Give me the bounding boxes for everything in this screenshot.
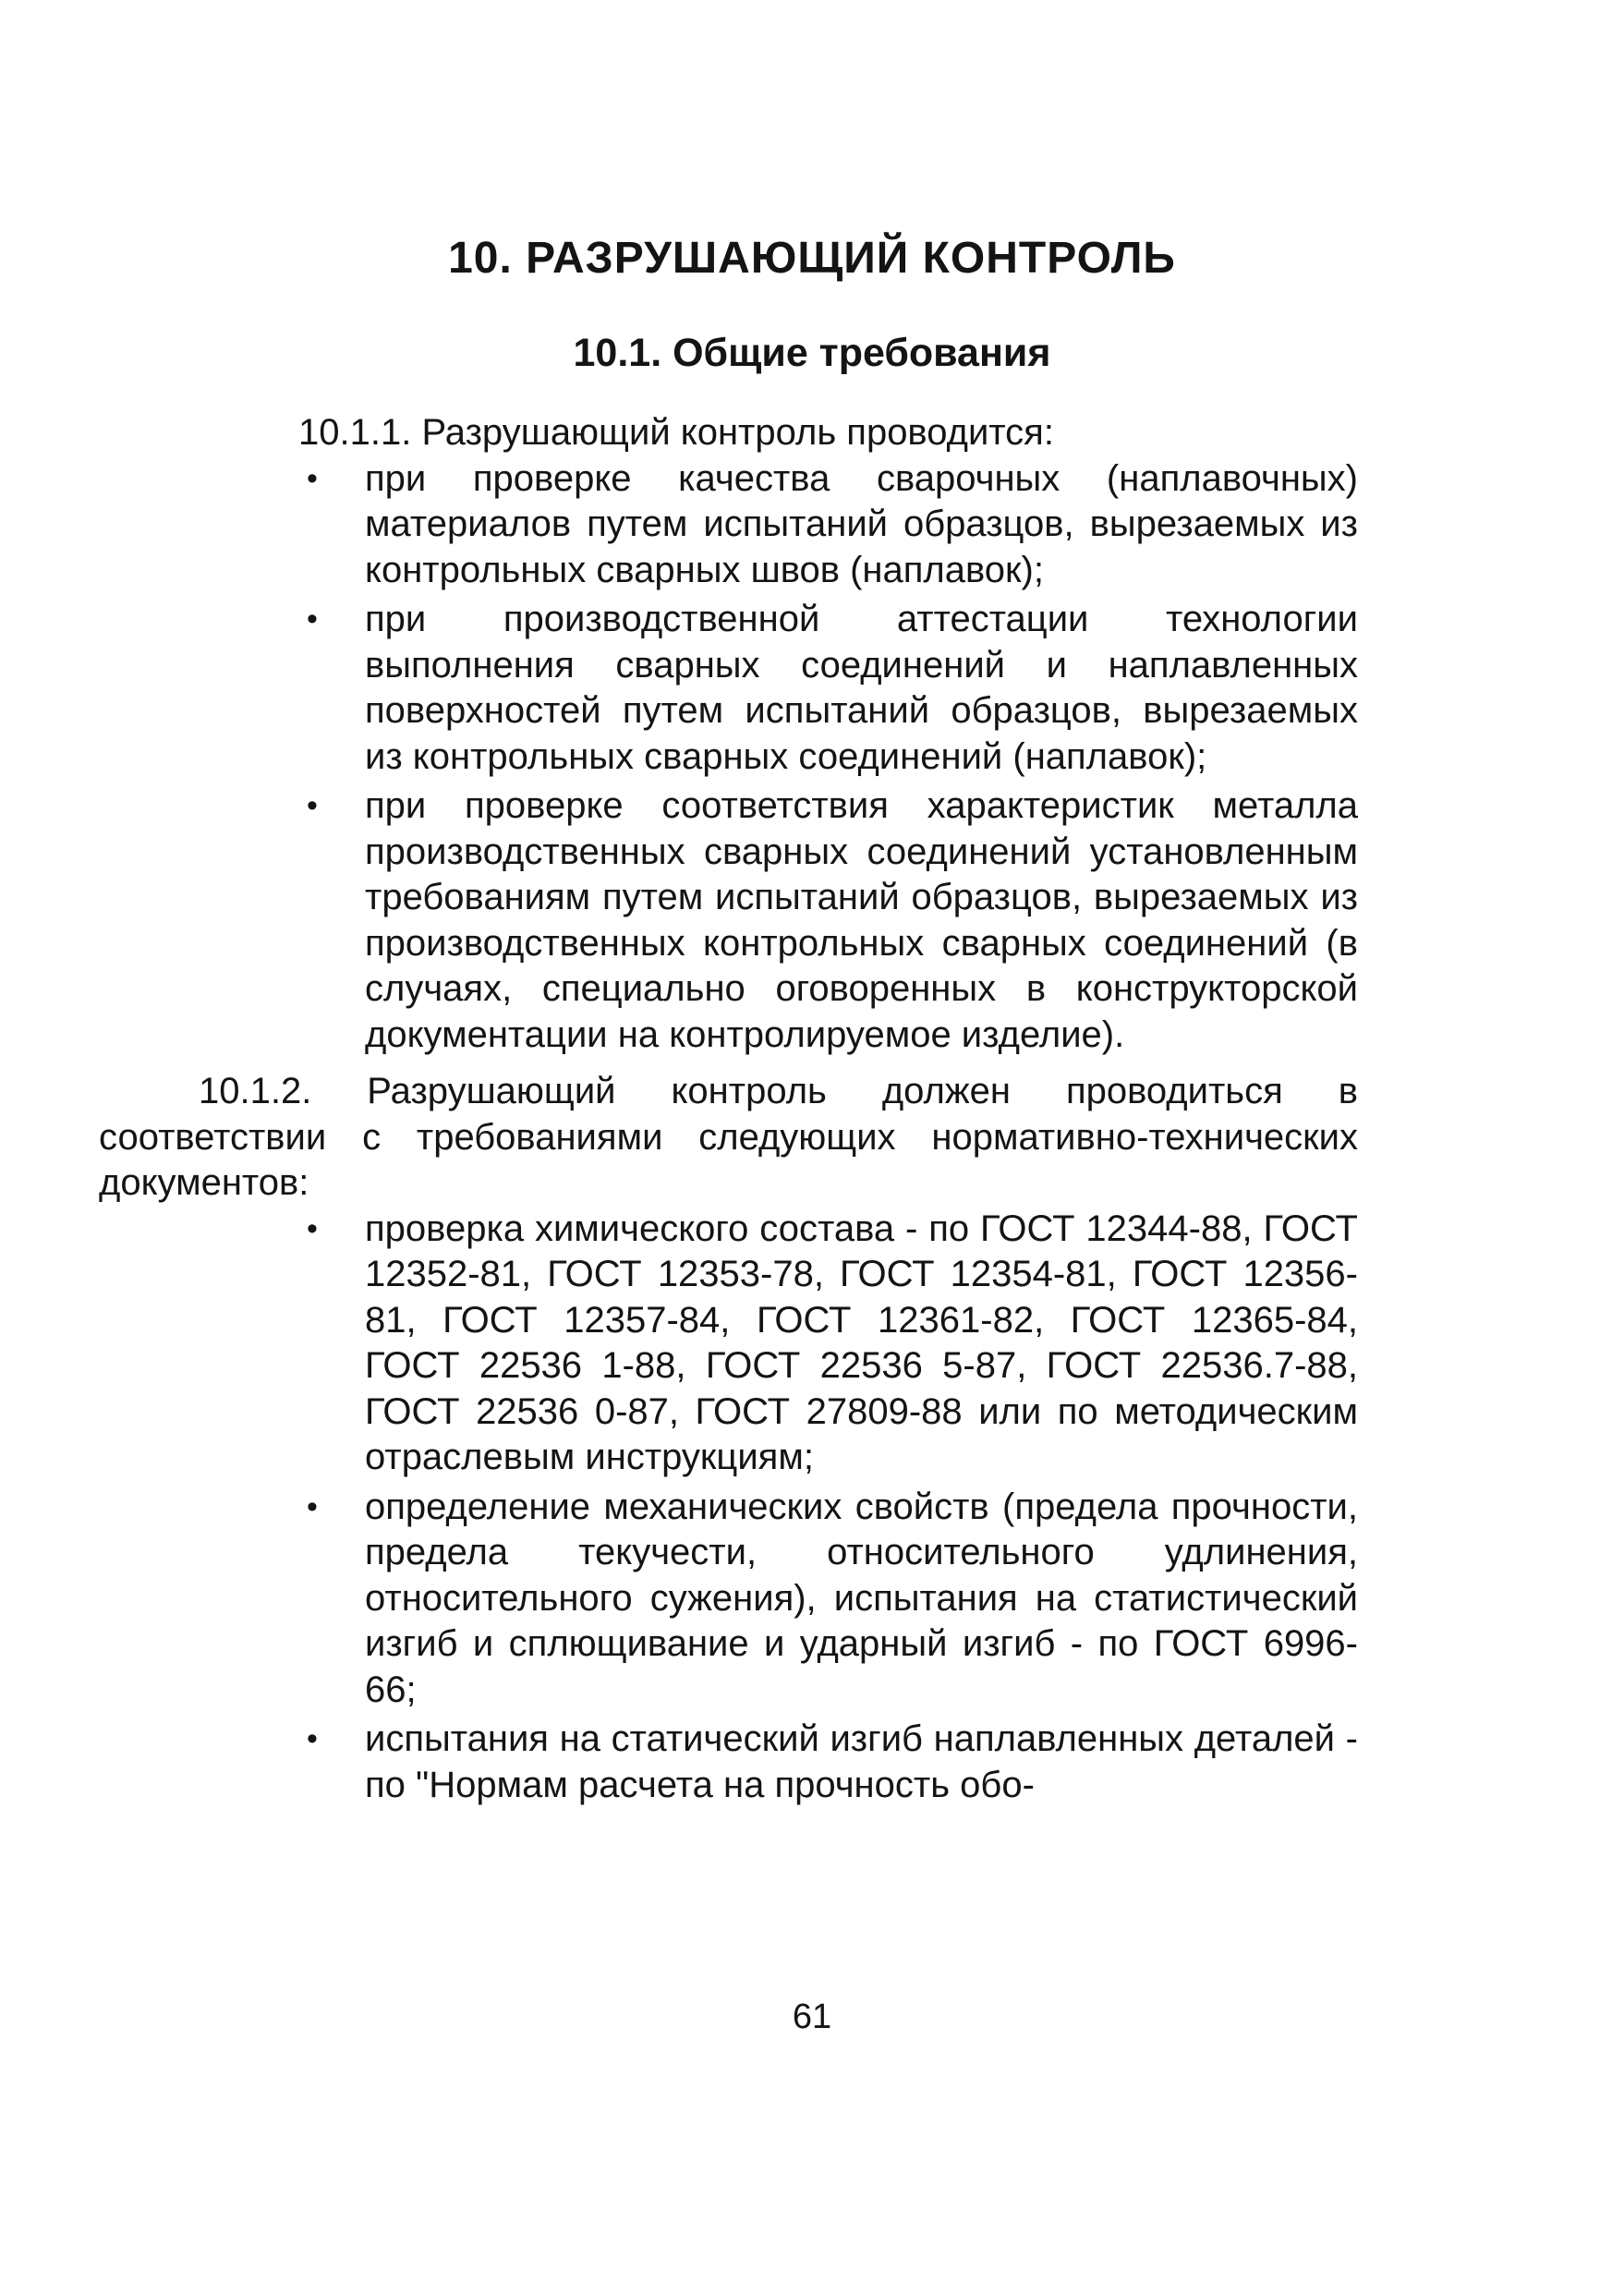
bullet-icon: • [307, 460, 318, 496]
list-10-1-2 [199, 1207, 1358, 1809]
bullet-icon: • [307, 1210, 318, 1246]
paragraph-10-1-1: 10.1.1. Разрушающий контроль проводится: [298, 412, 1054, 453]
list-item [199, 1717, 1358, 1808]
list-item [199, 456, 1358, 594]
list-10-1-1 [199, 456, 1358, 1059]
list-item [199, 597, 1358, 780]
list-item [199, 783, 1358, 1058]
paragraph-10-1-2: 10.1.2. Разрушающий контроль должен проводиться в соответствии с требованиями следующих нормативно-технических документов: [99, 1071, 1358, 1203]
bullet-icon: • [307, 601, 318, 637]
list-item-text: определение механических свойств (предела прочности, предела текучести, относительного удлинения, относительного сужения), испытания на статистический изгиб и сплющивание и ударный изгиб - по ГОСТ 6996-66; [365, 1486, 1358, 1710]
list-item-text: при производственной аттестации технологии выполнения сварных соединений и наплавленных поверхностей путем испытаний образцов, вырезаемых из контрольных сварных соединений (наплавок); [365, 599, 1358, 777]
bullet-icon: • [307, 1488, 318, 1524]
chapter-title: 10. РАЗРУШАЮЩИЙ КОНТРОЛЬ [448, 234, 1176, 283]
document-body [99, 410, 1358, 1812]
list-item-text: при проверке соответствия характеристик металла производственных сварных соединений установленным требованиям путем испытаний образцов, вырезаемых из производственных контрольных сварных соединений (в случаях, специально оговоренных в конструкторской документации на контролируемое изделие). [365, 785, 1358, 1055]
page-number: 61 [792, 1997, 832, 2036]
list-item [199, 1207, 1358, 1481]
bullet-icon: • [307, 1721, 318, 1756]
list-item-text: при проверке качества сварочных (наплавочных) материалов путем испытаний образцов, вырезаемых из контрольных сварных швов (наплавок); [365, 457, 1358, 590]
section-title: 10.1. Общие требования [573, 331, 1051, 375]
list-item-text: испытания на статический изгиб наплавленных деталей - по "Нормам расчета на прочность обо- [365, 1718, 1358, 1805]
list-item [199, 1485, 1358, 1714]
list-item-text: проверка химического состава - по ГОСТ 12344-88, ГОСТ 12352-81, ГОСТ 12353-78, ГОСТ 12354-81, ГОСТ 12356-81, ГОСТ 12357-84, ГОСТ 12361-82, ГОСТ 12365-84, ГОСТ 22536 1-88, ГОСТ 22536 5-87, ГОСТ 22536.7-88, ГОСТ 22536 0-87, ГОСТ 27809-88 или по методическим отраслевым инструкциям; [365, 1208, 1358, 1477]
bullet-icon: • [307, 788, 318, 823]
